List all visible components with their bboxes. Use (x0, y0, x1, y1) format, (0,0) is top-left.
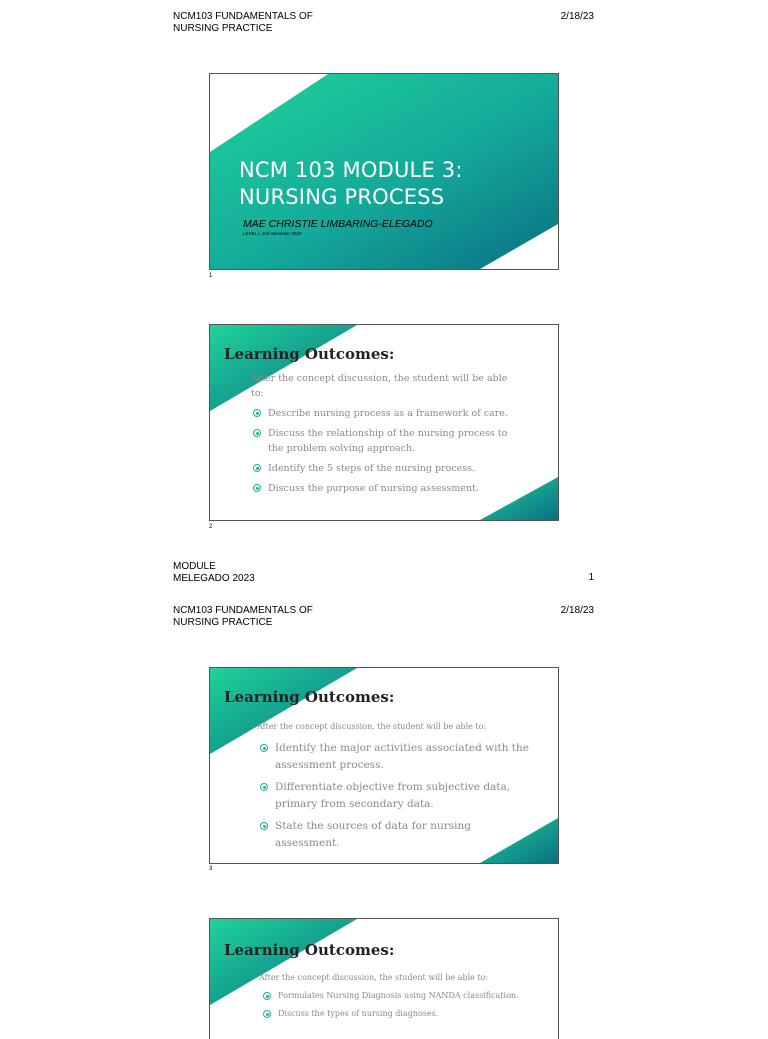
page-footer-left (173, 561, 255, 584)
list-item: State the sources of data for nursing assessment. (260, 818, 530, 852)
slide-title-line2: NURSING PROCESS (239, 185, 445, 209)
slide-number: 3 (209, 866, 213, 872)
outcomes-list (263, 989, 523, 1025)
slide-heading: Learning Outcomes: (224, 941, 395, 959)
slide-learning-outcomes-1 (209, 324, 559, 521)
slide-heading: Learning Outcomes: (224, 345, 395, 363)
bullet-icon (253, 464, 261, 472)
list-item: Differentiate objective from subjective data, primary from secondary data. (260, 779, 530, 813)
slide-learning-outcomes-2 (209, 667, 559, 864)
outcomes-list (260, 740, 530, 857)
list-item: Identify the 5 steps of the nursing process. (253, 461, 523, 476)
slide-intro: After the concept discussion, the student will be able to: (257, 722, 487, 731)
slide-learning-outcomes-3 (209, 918, 559, 1039)
bullet-icon (260, 783, 268, 791)
bullet-icon (253, 429, 261, 437)
page-header-left (173, 11, 373, 34)
list-item: Discuss the types of nursing diagnoses. (263, 1007, 523, 1020)
list-item: Identify the major activities associated with the assessment process. (260, 740, 530, 774)
bullet-icon (260, 744, 268, 752)
page-header-left (173, 605, 373, 628)
slide-title (209, 73, 559, 270)
list-item: Discuss the relationship of the nursing process to the problem solving approach. (253, 426, 523, 456)
bullet-icon (263, 1010, 271, 1018)
page-header-date: 2/18/23 (560, 605, 594, 616)
outcomes-list (253, 406, 523, 501)
bullet-icon (253, 484, 261, 492)
slide-heading: Learning Outcomes: (224, 688, 395, 706)
slide-title-heading (239, 157, 549, 211)
bullet-icon (253, 409, 261, 417)
page-header-date: 2/18/23 (560, 11, 594, 22)
slide-number: 1 (209, 273, 213, 279)
slide-intro: After the concept discussion, the student will be able to: (251, 373, 508, 399)
header-course-line2: NURSING PRACTICE (173, 22, 273, 34)
list-item: Formulates Nursing Diagnosis using NANDA classification. (263, 989, 523, 1002)
bullet-icon (263, 992, 271, 1000)
slide-subtitle: LEVEL I, 2nd Semester 2023 (243, 231, 302, 236)
slide-author: MAE CHRISTIE LIMBARING-ELEGADO (243, 218, 433, 230)
header-course-line1: NCM103 FUNDAMENTALS OF (173, 11, 313, 22)
bullet-icon (260, 822, 268, 830)
header-course-line1: NCM103 FUNDAMENTALS OF (173, 605, 313, 616)
footer-line1: MODULE (173, 561, 216, 572)
footer-line2: MELEGADO 2023 (173, 572, 255, 584)
slide-intro: After the concept discussion, the student will be able to: (259, 973, 489, 982)
header-course-line2: NURSING PRACTICE (173, 616, 273, 628)
list-item: Discuss the purpose of nursing assessment. (253, 481, 523, 496)
slide-title-line1: NCM 103 MODULE 3: (239, 158, 463, 182)
slide-number: 2 (209, 524, 213, 530)
list-item: Describe nursing process as a framework of care. (253, 406, 523, 421)
page-number: 1 (588, 572, 594, 583)
